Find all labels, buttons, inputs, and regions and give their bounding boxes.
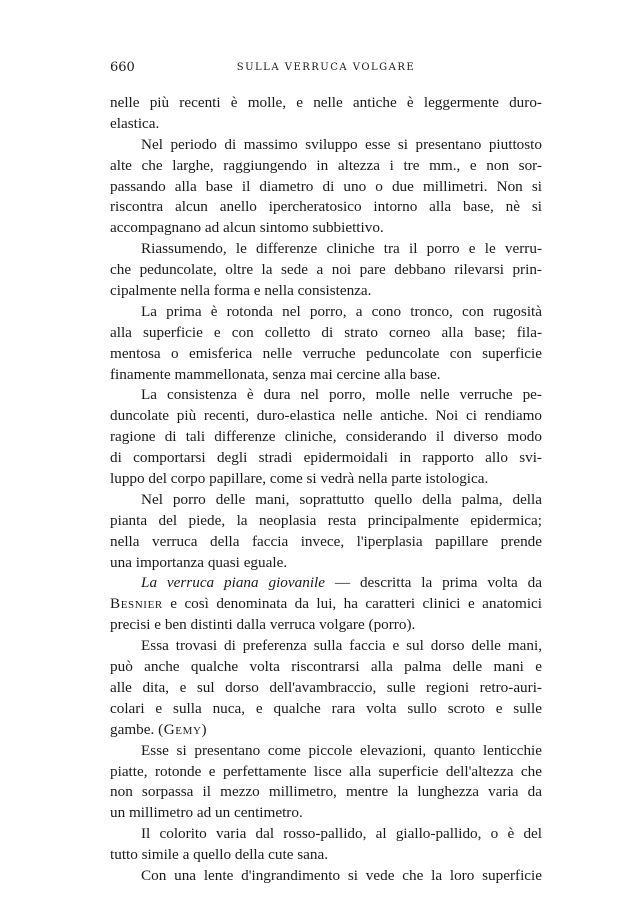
text-line: colari e sulla nuca, e qualche rara volta sullo scroto e sulle xyxy=(110,699,542,717)
text-line xyxy=(110,720,542,741)
text-line: duncolate più recenti, duro-elastica nelle antiche. Noi ci rendiamo xyxy=(110,407,542,425)
text-line: accompagnano ad alcun sintomo subbiettivo. xyxy=(110,219,384,237)
text-line: che peduncolate, oltre la sede a noi pare debbano rilevarsi prin- xyxy=(110,261,542,279)
text-line: di comportarsi degli stradi epidermoidali in rapporto allo svi- xyxy=(110,449,542,467)
text-line: passando alla base il diametro di uno o due millimetri. Non si xyxy=(110,177,542,195)
paragraph-first-line: Il colorito varia dal rosso-pallido, al giallo-pallido, o è del xyxy=(141,825,542,843)
paragraph-first-line: Esse si presentano come piccole elevazioni, quanto lenticchie xyxy=(141,741,542,759)
text-line: riscontra alcun anello ipercheratosico intorno alla base, nè si xyxy=(110,198,542,216)
paragraph-first-line: Essa trovasi di preferenza sulla faccia e sul dorso delle mani, xyxy=(141,637,542,655)
text-line: piatte, rotonde e perfettamente lisce alla superficie dell'altezza che xyxy=(110,762,542,780)
text-line: un millimetro ad un centimetro. xyxy=(110,804,303,822)
paragraph-first-line: Con una lente d'ingrandimento si vede che la loro superficie xyxy=(141,866,542,884)
paragraph-first-line: La prima è rotonda nel porro, a cono tronco, con rugosità xyxy=(141,302,542,320)
text-line-start: gambe. xyxy=(110,720,155,738)
running-title: SULLA VERRUCA VOLGARE xyxy=(236,62,416,73)
text-line: mentosa o emisferica nelle verruche peduncolate con superficie xyxy=(110,344,542,362)
text-line: precisi e ben distinti dalla verruca volgare (porro). xyxy=(110,616,416,634)
text-line: una importanza quasi eguale. xyxy=(110,553,288,571)
text-line: elastica. xyxy=(110,114,160,132)
page-number: 660 xyxy=(110,60,135,75)
text-line xyxy=(110,594,542,615)
paragraph-first-line: Nel porro delle mani, soprattutto quello della palma, della xyxy=(141,490,542,508)
text-line: alte che larghe, raggiungendo in altezza i tre mm., e non sor- xyxy=(110,156,542,174)
text-line-rest: e così denominata da lui, ha caratteri clinici e anatomici xyxy=(162,595,542,613)
text-line: nella verruca della faccia invece, l'iperplasia papillare prende xyxy=(110,532,542,550)
text-line: pianta del piede, la neoplasia resta principalmente epidermica; xyxy=(110,511,542,529)
section-intro-line xyxy=(110,573,542,594)
paragraph-first-line: La consistenza è dura nel porro, molle nelle verruche pe- xyxy=(141,386,542,404)
paragraph-first-line: Riassumendo, le differenze cliniche tra il porro e le verru- xyxy=(141,240,542,258)
section-intro-rest: — descritta la prima volta da xyxy=(325,574,542,592)
author-name-besnier: Besnier xyxy=(110,595,163,613)
text-line: finamente mammellonata, senza mai cercine alla base. xyxy=(110,365,441,383)
text-line: non sorpassa il mezzo millimetro, mentre la lunghezza varia da xyxy=(110,783,542,801)
author-citation-gemy: (Gemy) xyxy=(158,720,208,738)
text-line: luppo del corpo papillare, come si vedrà nella parte istologica. xyxy=(110,470,489,488)
text-line: può anche qualche volta riscontrarsi alla palma delle mani e xyxy=(110,658,542,676)
text-line: tutto simile a quello della cute sana. xyxy=(110,846,329,864)
paragraph-first-line: Nel periodo di massimo sviluppo esse si presentano piuttosto xyxy=(141,135,542,153)
text-line: alle dita, e sul dorso dell'avambraccio, sulle regioni retro-auri- xyxy=(110,678,542,696)
page-header xyxy=(110,58,542,78)
section-title-italic: La verruca piana giovanile xyxy=(141,574,326,592)
text-line: nelle più recenti è molle, e nelle antiche è leggermente duro- xyxy=(110,94,542,111)
text-line: alla superficie e con colletto di strato corneo alla base; fila- xyxy=(110,323,542,341)
text-line: ragione di tali differenze cliniche, considerando il diverso modo xyxy=(110,428,542,446)
text-line: cipalmente nella forma e nella consistenza. xyxy=(110,282,372,300)
body-text xyxy=(110,93,542,887)
